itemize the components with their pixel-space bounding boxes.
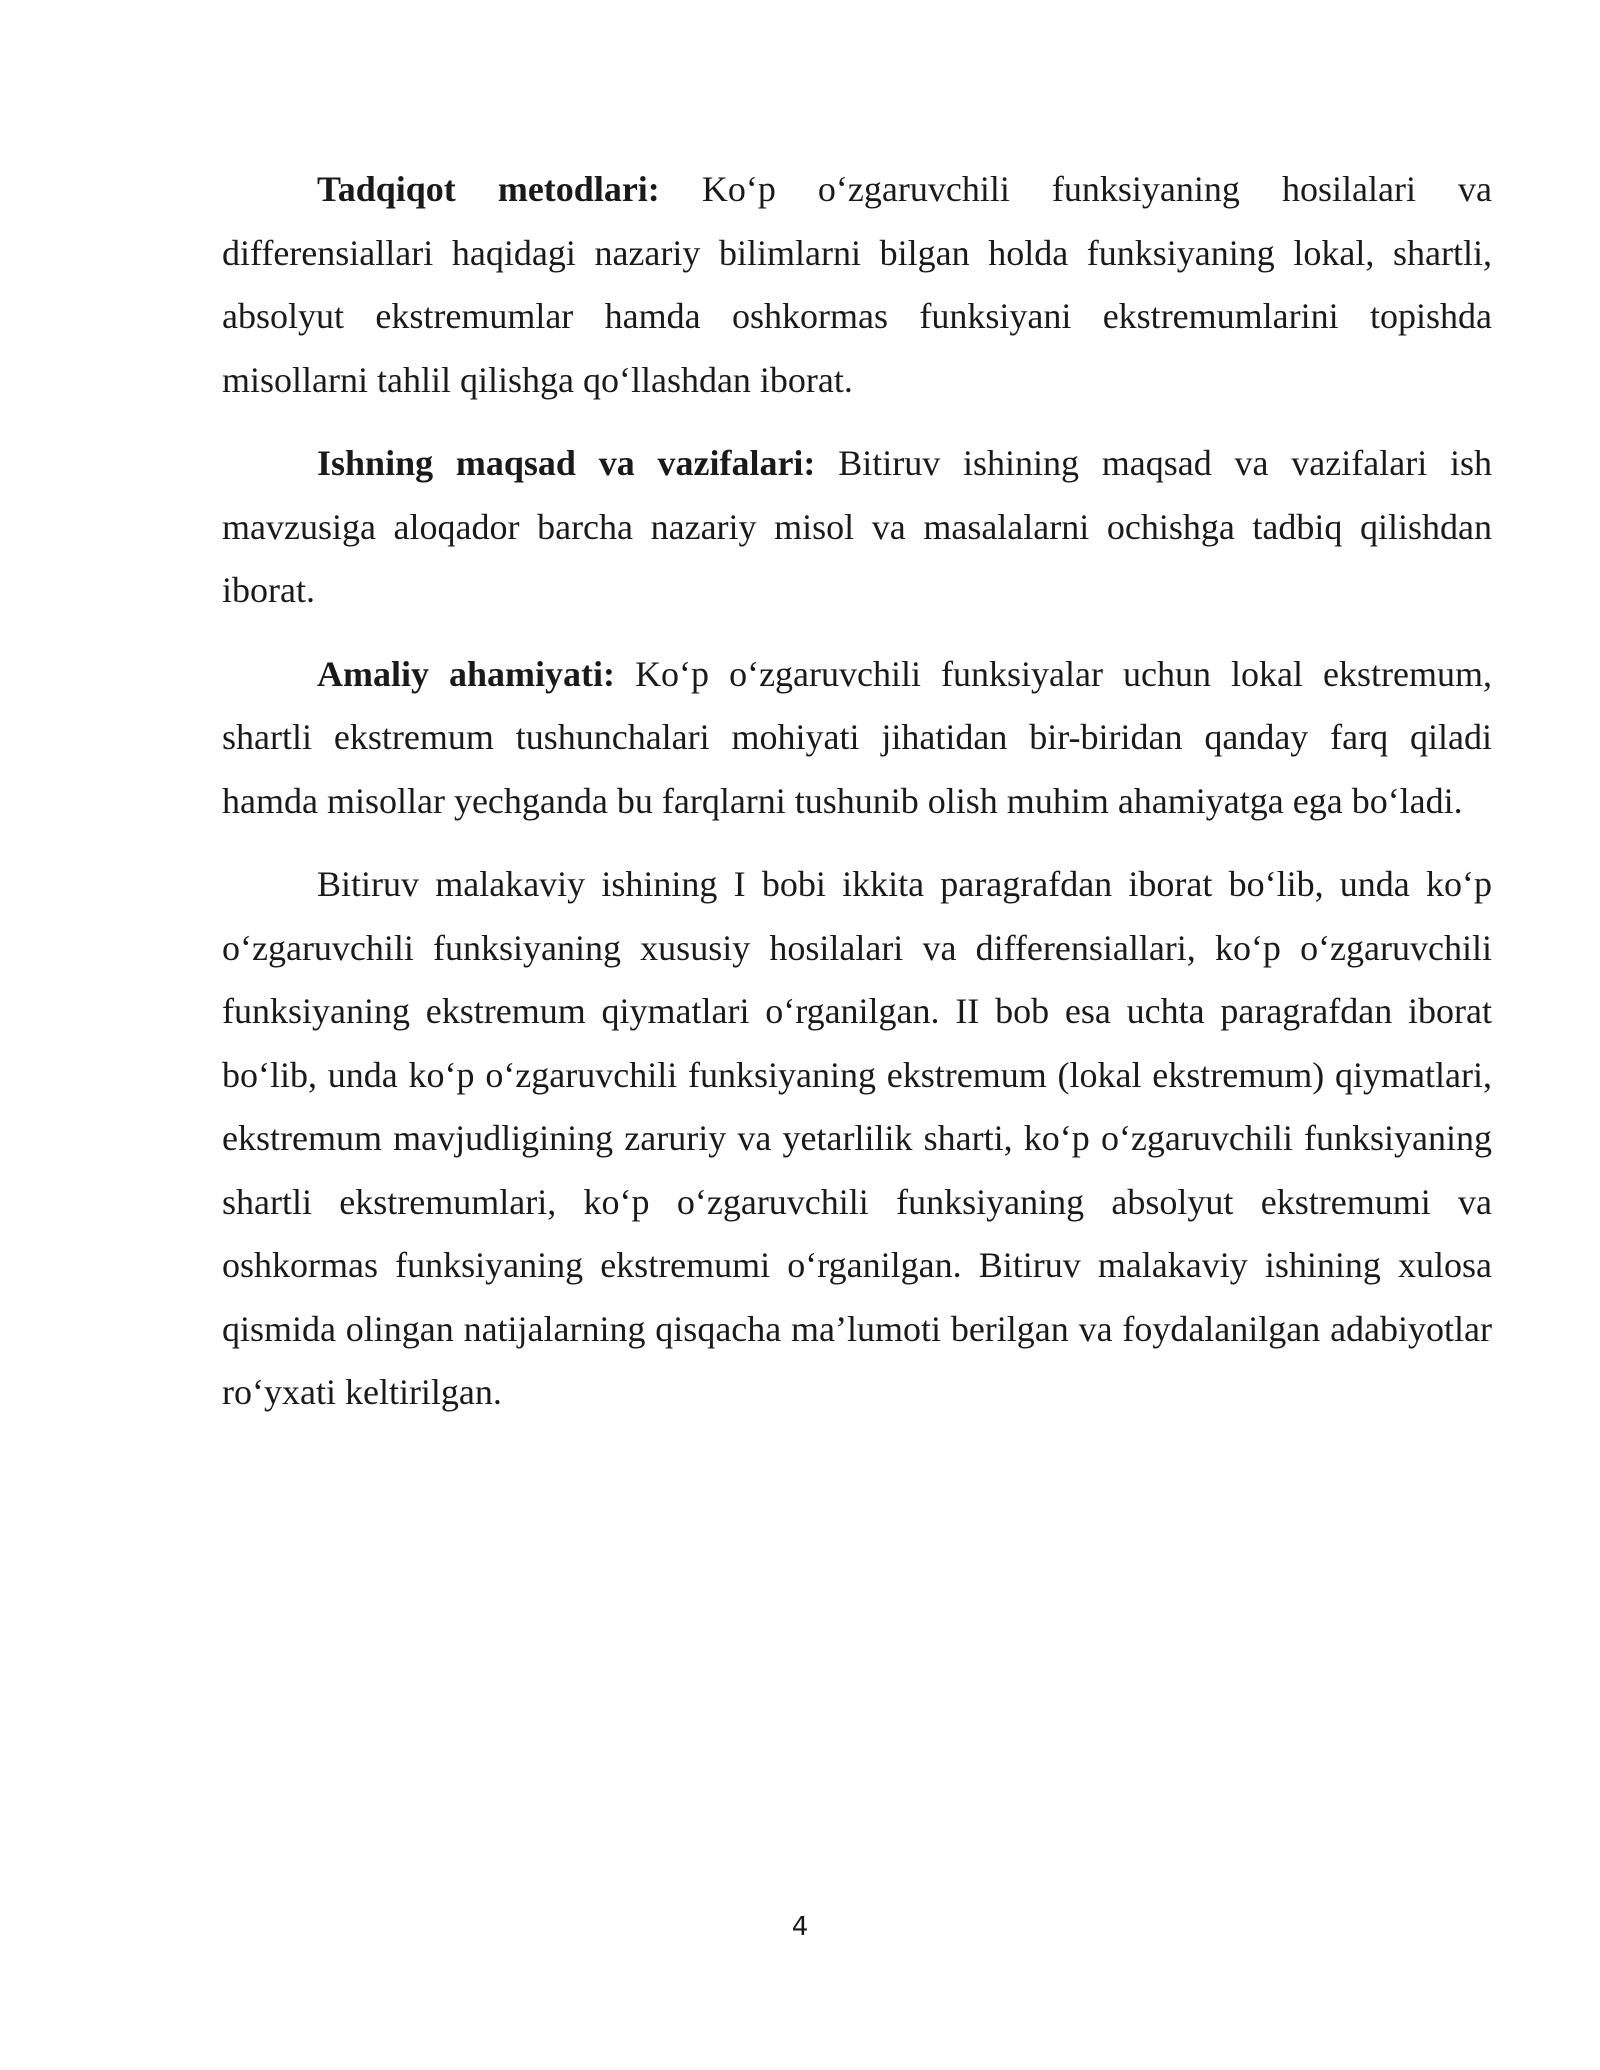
paragraph-structure-overview [222,853,1492,1425]
paragraph-research-methods [222,158,1492,412]
paragraph-heading: Tadqiqot metodlari: [317,169,660,209]
paragraph-goals-and-tasks [222,432,1492,623]
paragraph-practical-significance [222,643,1492,834]
paragraph-text: Bitiruv ishining maqsad va vazifalari ish mavzusiga aloqador barcha nazariy misol va masalalarni ochishga tadbiq qilishdan iborat. [222,443,1492,610]
paragraph-text: Ko‘p o‘zgaruvchili funksiyaning hosilalari va differensiallari haqidagi nazariy bilimlarni bilgan holda funksiyaning lokal, shartli, absolyut ekstremumlar hamda oshkormas funksiyani ekstremumlarini topishda misollarni tahlil qilishga qo‘llashdan iborat. [222,169,1493,400]
paragraph-text: Bitiruv malakaviy ishining I bobi ikkita paragrafdan iborat bo‘lib, unda ko‘p o‘zgaruvchili funksiyaning xususiy hosilalari va differensiallari, ko‘p o‘zgaruvchili funksiyaning ekstremum qiymatlari o‘rganilgan. II bob esa uchta paragrafdan iborat bo‘lib, unda ko‘p o‘zgaruvchili funksiyaning ekstremum (lokal ekstremum) qiymatlari, ekstremum mavjudligining zaruriy va yetarlilik sharti, ko‘p o‘zgaruvchili funksiyaning shartli ekstremumlari, ko‘p o‘zgaruvchili funksiyaning absolyut ekstremumi va oshkormas funksiyaning ekstremumi o‘rganilgan. Bitiruv malakaviy ishining xulosa qismida olingan natijalarning qisqacha ma’lumoti berilgan va foydalanilgan adabiyotlar ro‘yxati keltirilgan. [222,864,1492,1412]
paragraph-text: Ko‘p o‘zgaruvchili funksiyalar uchun lokal ekstremum, shartli ekstremum tushunchalari mohiyati jihatidan bir-biridan qanday farq qiladi hamda misollar yechganda bu farqlarni tushunib olish muhim ahamiyatga ega bo‘ladi. [222,653,1493,821]
paragraph-heading: Ishning maqsad va vazifalari: [317,443,816,483]
document-body [222,158,1492,1445]
page-number: 4 [791,1912,809,1942]
paragraph-heading: Amaliy ahamiyati: [317,653,616,694]
